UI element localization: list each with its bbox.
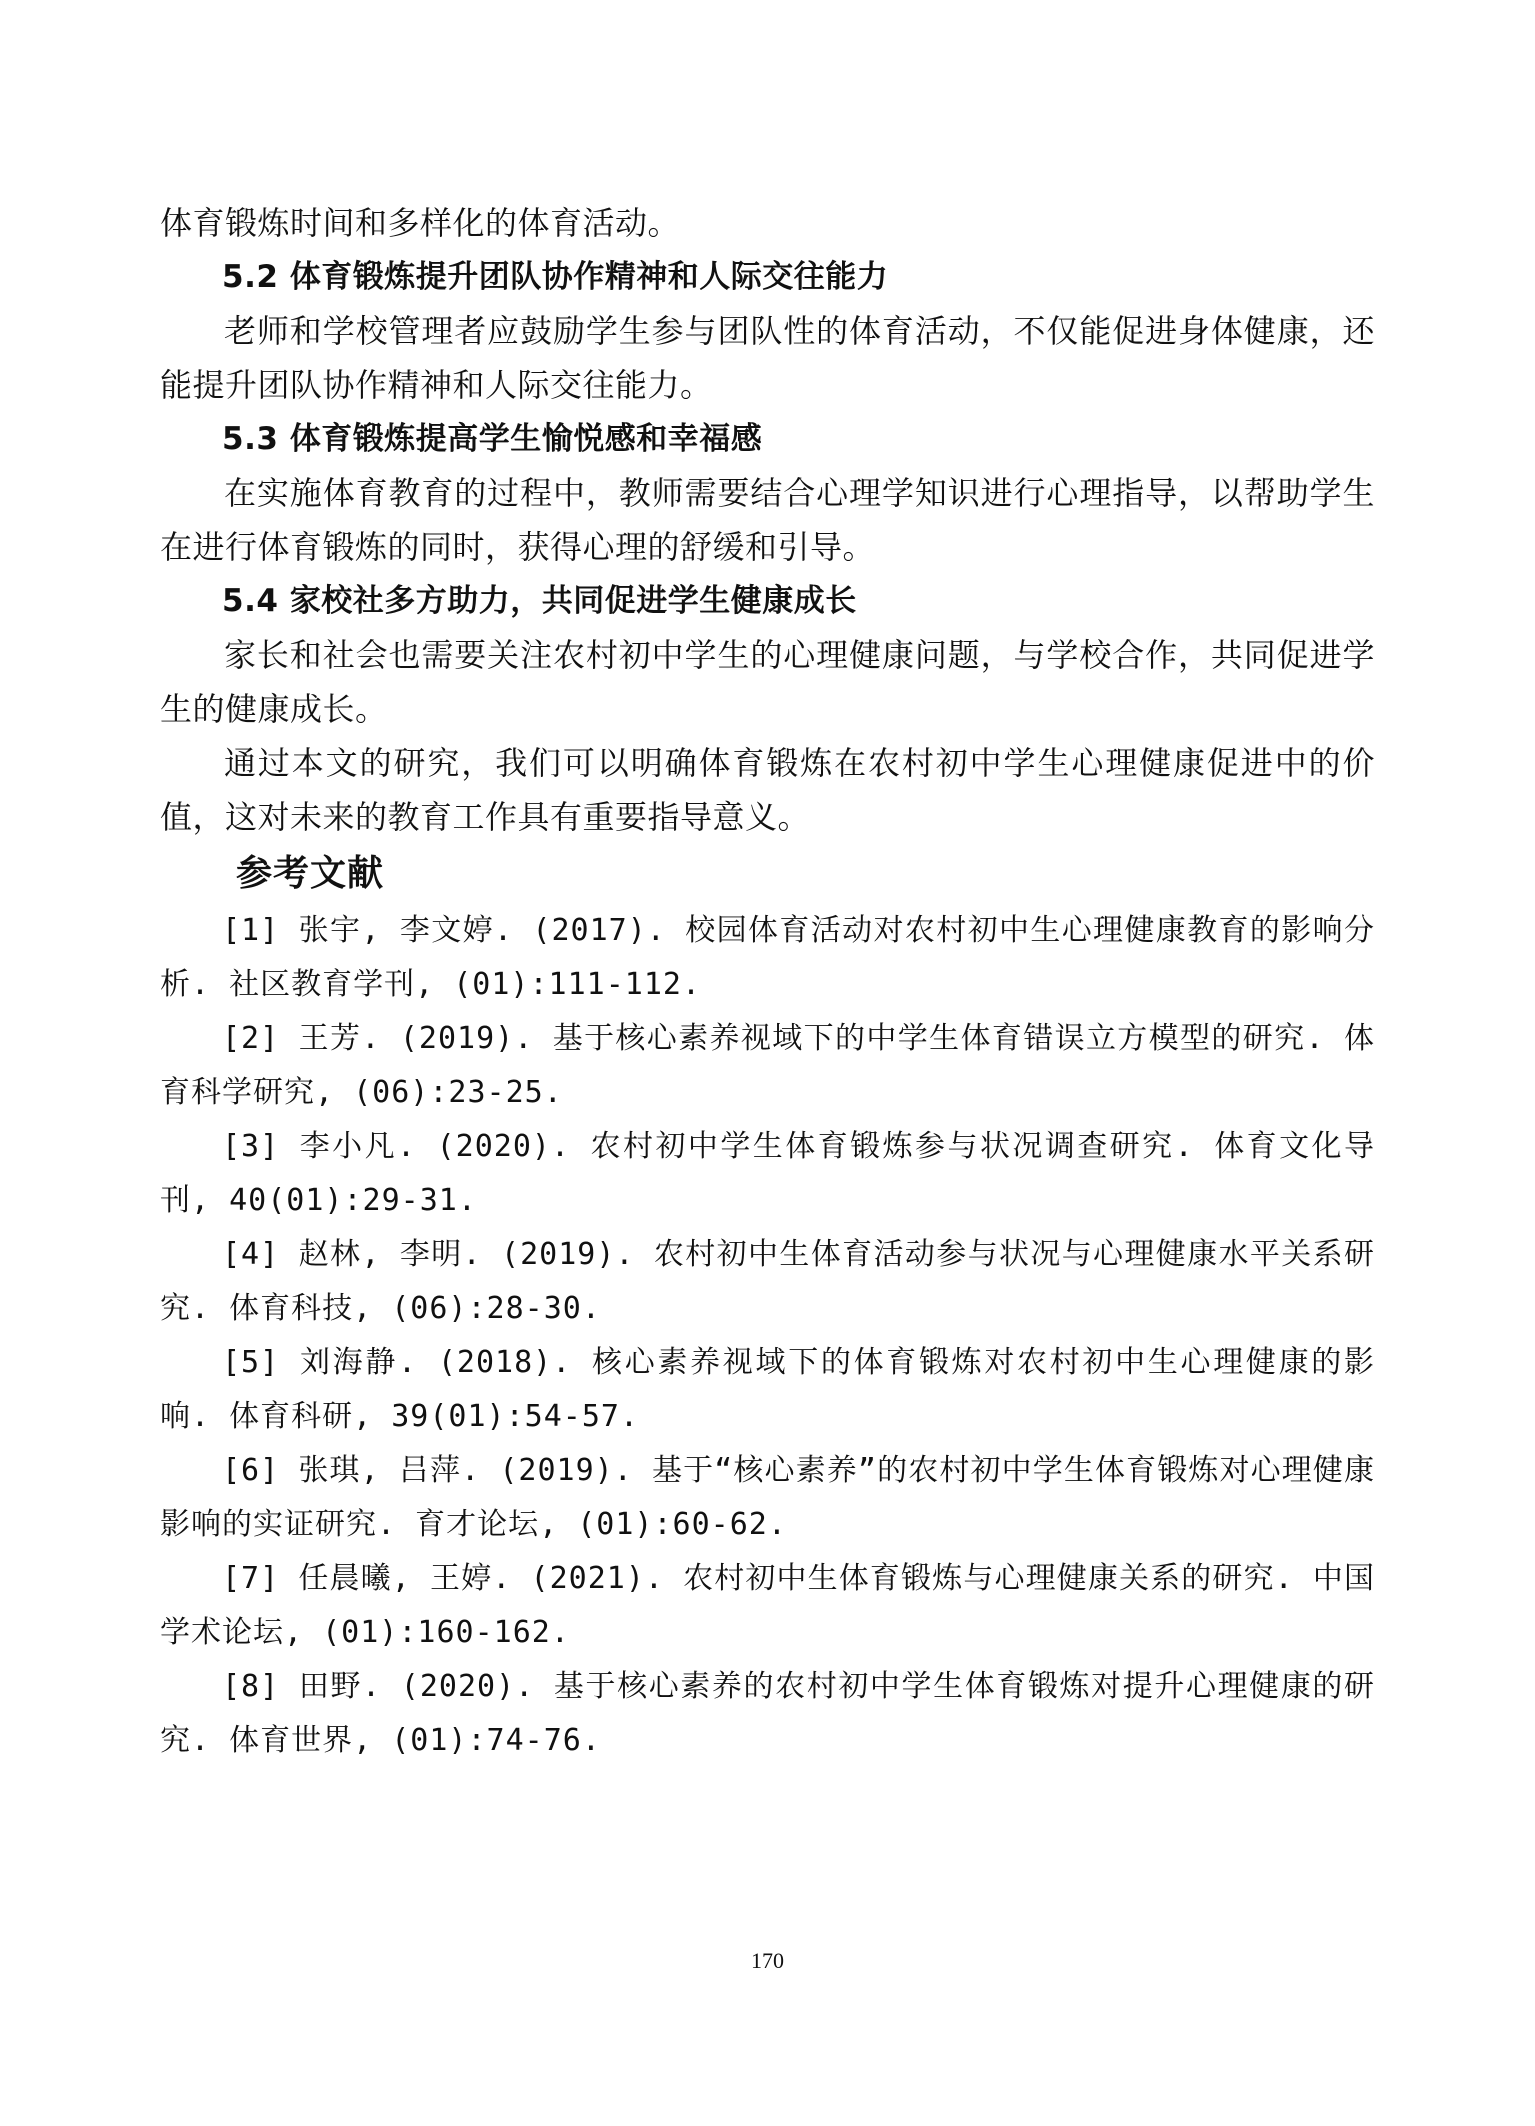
section-text-5-3: 在实施体育教育的过程中，教师需要结合心理学知识进行心理指导，以帮助学生在进行体育锻炼的同时，获得心理的舒缓和引导。 xyxy=(160,474,1375,566)
reference-list xyxy=(160,904,1375,1768)
reference-item: [5] 刘海静. (2018). 核心素养视域下的体育锻炼对农村初中生心理健康的影响. 体育科研, 39(01):54-57. xyxy=(160,1345,1375,1434)
section-heading-5-2: 5.2 体育锻炼提升团队协作精神和人际交往能力 xyxy=(222,259,889,295)
section-heading-5-4: 5.4 家校社多方助力，共同促进学生健康成长 xyxy=(222,583,857,619)
paragraph-continued: 体育锻炼时间和多样化的体育活动。 xyxy=(160,204,681,242)
reference-item: [2] 王芳. (2019). 基于核心素养视域下的中学生体育错误立方模型的研究. 体育科学研究, (06):23-25. xyxy=(160,1021,1375,1110)
reference-item: [8] 田野. (2020). 基于核心素养的农村初中学生体育锻炼对提升心理健康的研究. 体育世界, (01):74-76. xyxy=(160,1669,1375,1758)
section-heading-5-3: 5.3 体育锻炼提高学生愉悦感和幸福感 xyxy=(222,421,763,457)
section-text-5-4: 家长和社会也需要关注农村初中学生的心理健康问题，与学校合作，共同促进学生的健康成长。 xyxy=(160,636,1375,728)
reference-item: [4] 赵林, 李明. (2019). 农村初中生体育活动参与状况与心理健康水平关系研究. 体育科技, (06):28-30. xyxy=(160,1237,1375,1326)
reference-item: [6] 张琪, 吕萍. (2019). 基于“核心素养”的农村初中学生体育锻炼对心理健康影响的实证研究. 育才论坛, (01):60-62. xyxy=(160,1453,1375,1542)
reference-item: [3] 李小凡. (2020). 农村初中学生体育锻炼参与状况调查研究. 体育文化导刊, 40(01):29-31. xyxy=(160,1129,1375,1218)
conclusion-paragraph: 通过本文的研究，我们可以明确体育锻炼在农村初中学生心理健康促进中的价值，这对未来的教育工作具有重要指导意义。 xyxy=(160,744,1375,836)
references-title: 参考文献 xyxy=(236,853,385,894)
page-number: 170 xyxy=(751,1948,784,1973)
reference-item: [7] 任晨曦, 王婷. (2021). 农村初中生体育锻炼与心理健康关系的研究. 中国学术论坛, (01):160-162. xyxy=(160,1561,1375,1650)
reference-item: [1] 张宇, 李文婷. (2017). 校园体育活动对农村初中生心理健康教育的影响分析. 社区教育学刊, (01):111-112. xyxy=(160,913,1375,1002)
section-text-5-2: 老师和学校管理者应鼓励学生参与团队性的体育活动，不仅能促进身体健康，还能提升团队协作精神和人际交往能力。 xyxy=(160,312,1375,404)
page-body xyxy=(160,196,1375,1768)
